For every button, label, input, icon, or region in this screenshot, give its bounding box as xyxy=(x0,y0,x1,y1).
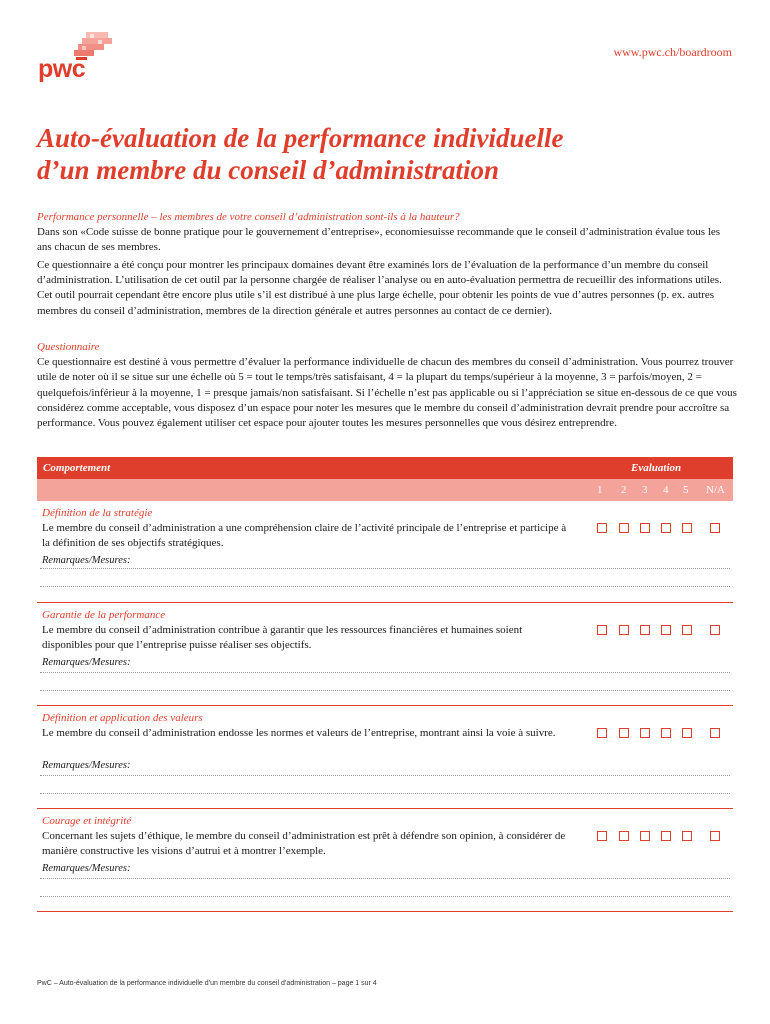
rating-checkbox-1[interactable] xyxy=(597,523,607,533)
page-footer: PwC – Auto-évaluation de la performance individuelle d’un membre du conseil d’administration – page 1 sur 4 xyxy=(37,980,377,987)
questionnaire-heading: Questionnaire xyxy=(37,341,100,353)
rating-checkbox-1[interactable] xyxy=(597,831,607,841)
table-row xyxy=(37,603,733,706)
remarks-label: Remarques/Mesures: xyxy=(42,863,131,874)
row-title: Garantie de la performance xyxy=(42,609,166,621)
scale-2: 2 xyxy=(621,484,627,496)
row-title: Définition et application des valeurs xyxy=(42,712,203,724)
remarks-label: Remarques/Mesures: xyxy=(42,555,131,566)
table-row xyxy=(37,809,733,912)
rating-checkbox-na[interactable] xyxy=(710,523,720,533)
row-title: Courage et intégrité xyxy=(42,815,132,827)
remarks-label: Remarques/Mesures: xyxy=(42,657,131,668)
rating-checkbox-na[interactable] xyxy=(710,625,720,635)
remarks-line[interactable] xyxy=(40,690,730,691)
questionnaire-text: Ce questionnaire est destiné à vous permettre d’évaluer la performance individuelle de chacun des membres du conseil d’administration. Vous pourrez trouver utile de noter où il se situe sur une échelle où 5 = tout le temps/très satisfaisant, 4 = la plupart du temps/supérieur à la moyenne, 3 = parfois/moyen, 2 = quelquefois/inférieur à la moyenne, 1 = presque jamais/non satisfaisant. Si l’échelle n’est pas applicable ou si l’appréciation se situe en-dessous de ce que vous considérez comme acceptable, vous disposez d’un espace pour noter les mesures que le membre du conseil d’administration devrait prendre pour accroître sa performance. Vous pouvez également utiliser cet espace pour ajouter toutes les mesures personnelles que vous désirez entreprendre. xyxy=(37,356,737,430)
website-link[interactable]: www.pwc.ch/boardroom xyxy=(613,45,732,59)
scale-1: 1 xyxy=(597,484,603,496)
rating-checkbox-5[interactable] xyxy=(682,728,692,738)
row-description: Le membre du conseil d’administration endosse les normes et valeurs de l’entreprise, montrant ainsi la voie à suivre. xyxy=(42,727,556,739)
header-behaviour: Comportement xyxy=(43,462,111,474)
rating-checkbox-3[interactable] xyxy=(640,728,650,738)
rating-checkbox-5[interactable] xyxy=(682,523,692,533)
rating-checkbox-na[interactable] xyxy=(710,831,720,841)
remarks-line[interactable] xyxy=(40,878,730,879)
scale-header xyxy=(37,479,733,501)
rating-checkbox-2[interactable] xyxy=(619,831,629,841)
scale-3: 3 xyxy=(642,484,648,496)
rating-checkbox-5[interactable] xyxy=(682,831,692,841)
table-row xyxy=(37,706,733,809)
rating-checkbox-5[interactable] xyxy=(682,625,692,635)
rating-checkbox-4[interactable] xyxy=(661,831,671,841)
row-description: Le membre du conseil d’administration a une compréhension claire de l’activité principale de l’entreprise et participe à la définition de ses objectifs stratégiques. xyxy=(42,522,567,549)
table-header xyxy=(37,457,733,479)
remarks-line[interactable] xyxy=(40,793,730,794)
title-line-1: Auto-évaluation de la performance individuelle xyxy=(37,123,564,153)
questionnaire-section xyxy=(37,340,737,431)
intro-section xyxy=(37,210,737,256)
scale-4: 4 xyxy=(663,484,669,496)
remarks-line[interactable] xyxy=(40,672,730,673)
remarks-line[interactable] xyxy=(40,896,730,897)
intro-paragraph-2: Ce questionnaire a été conçu pour montrer les principaux domaines devant être examinés lors de l’évaluation de la performance d’un membre du conseil d’administration. L’utilisation de cet outil par la personne chargée de réaliser l’analyse ou en auto-évaluation permettra de recueillir des informations utiles. Cet outil pourrait cependant être encore plus utile s’il est distribué à une plus large échelle, pour obtenir les points de vue d’autres personnes (p. ex. autres membres du conseil d’administration, membres de la direction générale et autres personnes au contact de ce dernier). xyxy=(37,259,722,317)
rating-checkbox-3[interactable] xyxy=(640,831,650,841)
rating-checkbox-3[interactable] xyxy=(640,625,650,635)
table-row xyxy=(37,501,733,603)
rating-checkbox-1[interactable] xyxy=(597,728,607,738)
pwc-logo: pwc xyxy=(38,55,86,83)
intro-heading: Performance personnelle – les membres de votre conseil d’administration sont-ils à la hauteur? xyxy=(37,211,460,223)
scale-5: 5 xyxy=(683,484,689,496)
row-description: Le membre du conseil d’administration contribue à garantir que les ressources financières et humaines soient disponibles pour que l’entreprise puisse réaliser ses objectifs. xyxy=(42,624,523,651)
evaluation-table xyxy=(37,457,733,912)
header-evaluation: Evaluation xyxy=(631,462,682,474)
rating-checkbox-4[interactable] xyxy=(661,728,671,738)
remarks-label: Remarques/Mesures: xyxy=(42,760,131,771)
rating-checkbox-2[interactable] xyxy=(619,625,629,635)
rating-checkbox-3[interactable] xyxy=(640,523,650,533)
remarks-line[interactable] xyxy=(40,586,730,587)
remarks-line[interactable] xyxy=(40,568,730,569)
row-description: Concernant les sujets d’éthique, le membre du conseil d’administration est prêt à défendre son opinion, à considérer de manière constructive les visions d’autrui et à montrer l’exemple. xyxy=(42,830,566,857)
intro-paragraph-1: Dans son «Code suisse de bonne pratique pour le gouvernement d’entreprise», economiesuisse recommande que le conseil d’administration évalue tous les ans chacun de ses membres. xyxy=(37,226,721,254)
rating-checkbox-4[interactable] xyxy=(661,625,671,635)
rating-checkbox-na[interactable] xyxy=(710,728,720,738)
title-line-2: d’un membre du conseil d’administration xyxy=(37,155,500,185)
rating-checkbox-2[interactable] xyxy=(619,728,629,738)
scale-na: N/A xyxy=(706,484,725,496)
rating-checkbox-1[interactable] xyxy=(597,625,607,635)
rating-checkbox-2[interactable] xyxy=(619,523,629,533)
page-title xyxy=(37,122,737,186)
rating-checkbox-4[interactable] xyxy=(661,523,671,533)
remarks-line[interactable] xyxy=(40,775,730,776)
row-title: Définition de la stratégie xyxy=(42,507,153,519)
